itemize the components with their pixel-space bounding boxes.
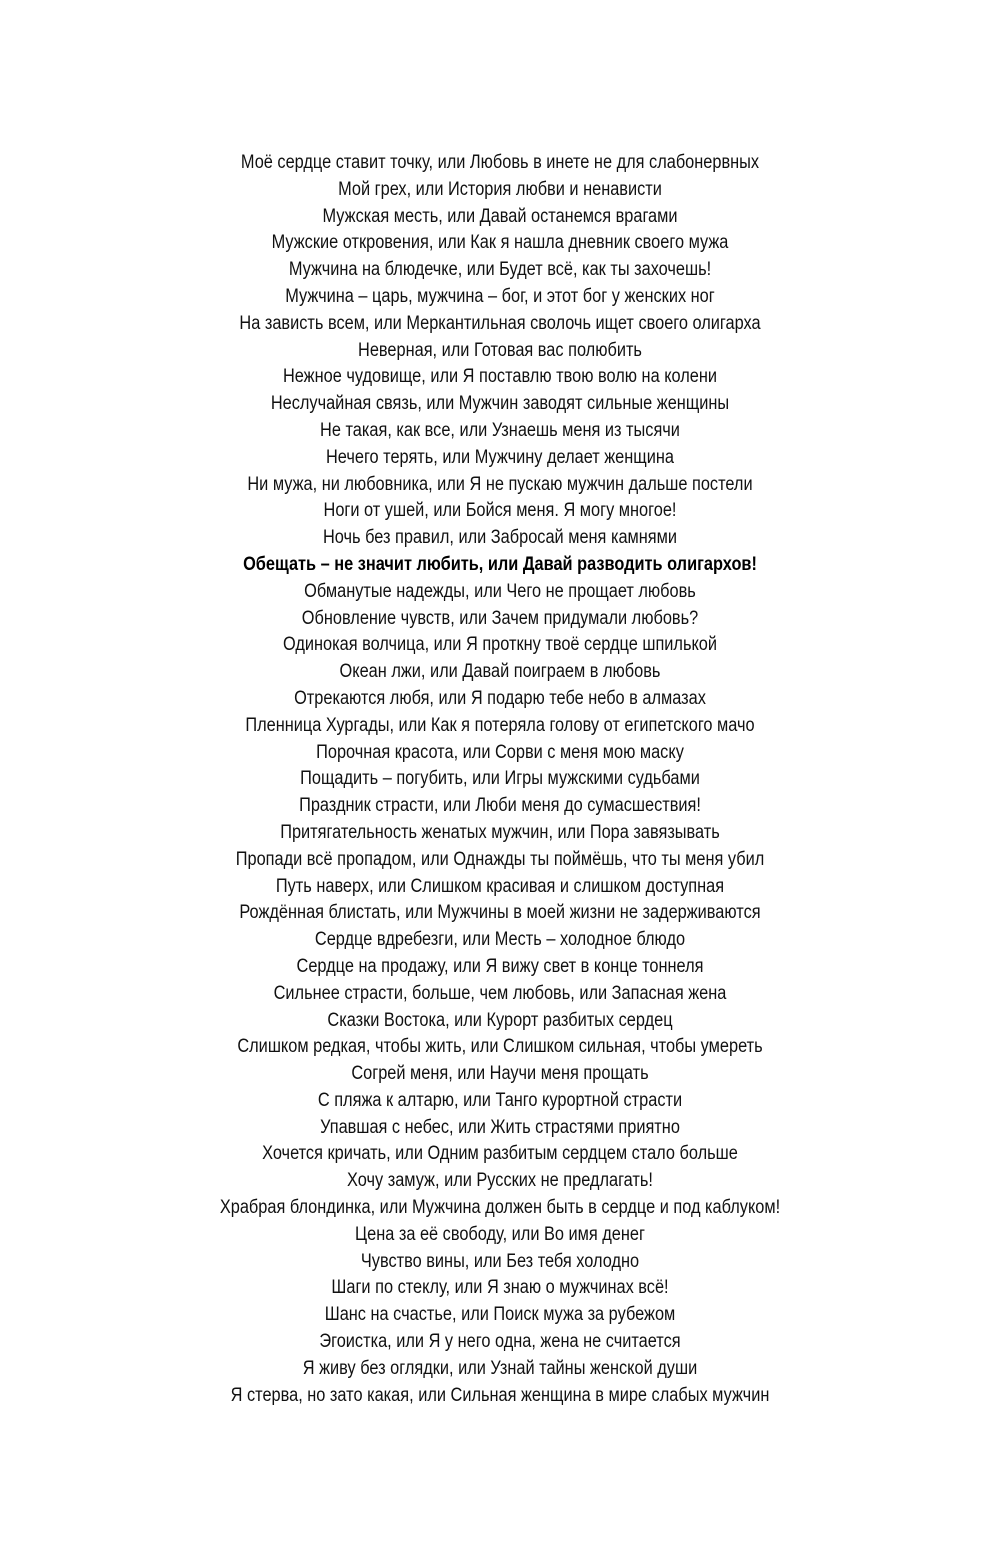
book-title: Мужчина – царь, мужчина – бог, и этот бог у женских ног (285, 285, 715, 307)
book-title: Ноги от ушей, или Бойся меня. Я могу многое! (323, 500, 677, 522)
book-title: Я живу без оглядки, или Узнай тайны женской души (302, 1357, 698, 1379)
page (0, 150, 1000, 1409)
book-title: Мой грех, или История любви и ненависти (338, 178, 662, 200)
book-title: Сильнее страсти, больше, чем любовь, или Запасная жена (273, 982, 727, 1004)
book-title: Моё сердце ставит точку, или Любовь в инете не для слабонервных (240, 152, 760, 173)
book-title: Неслучайная связь, или Мужчин заводят сильные женщины (270, 393, 730, 415)
book-title: Пленница Хургады, или Как я потеряла голову от египетского мачо (245, 714, 755, 736)
book-title: Обновление чувств, или Зачем придумали любовь? (301, 607, 699, 629)
book-title: Ни мужа, ни любовника, или Я не пускаю мужчин дальше постели (247, 473, 753, 495)
book-title: Неверная, или Готовая вас полюбить (358, 339, 642, 361)
book-title: Эгоистка, или Я у него одна, жена не считается (319, 1331, 681, 1353)
book-title: Не такая, как все, или Узнаешь меня из тысячи (320, 419, 680, 441)
book-title-list (0, 150, 1000, 1409)
book-title: Мужчина на блюдечке, или Будет всё, как ты захочешь! (288, 259, 712, 281)
book-title: Пропади всё пропадом, или Однажды ты поймёшь, что ты меня убил (235, 848, 765, 870)
book-title: Мужские откровения, или Как я нашла дневник своего мужа (271, 232, 729, 254)
book-title: Одинокая волчица, или Я проткну твоё сердце шпилькой (282, 634, 718, 656)
book-title: Слишком редкая, чтобы жить, или Слишком сильная, чтобы умереть (237, 1036, 763, 1058)
book-title: Праздник страсти, или Люби меня до сумасшествия! (299, 795, 701, 817)
book-title: С пляжа к алтарю, или Танго курортной страсти (317, 1089, 683, 1111)
book-title: Сказки Востока, или Курорт разбитых сердец (327, 1009, 673, 1031)
book-title: Пощадить – погубить, или Игры мужскими судьбами (300, 768, 700, 790)
book-title: Нежное чудовище, или Я поставлю твою волю на колени (282, 366, 718, 388)
book-title: Нечего терять, или Мужчину делает женщина (325, 446, 674, 468)
book-title: Обманутые надежды, или Чего не прощает любовь (304, 580, 696, 602)
book-title: Хочу замуж, или Русских не предлагать! (347, 1170, 653, 1192)
book-title: Отрекаются любя, или Я подарю тебе небо в алмазах (294, 687, 706, 709)
book-title: Чувство вины, или Без тебя холодно (360, 1250, 640, 1272)
book-title: Притягательность женатых мужчин, или Пора завязывать (280, 821, 720, 843)
book-title: Храбрая блондинка, или Мужчина должен быть в сердце и под каблуком! (219, 1197, 781, 1219)
book-title: Рождённая блистать, или Мужчины в моей жизни не задерживаются (239, 902, 761, 924)
book-title: Сердце на продажу, или Я вижу свет в конце тоннеля (296, 955, 704, 977)
book-title: Порочная красота, или Сорви с меня мою маску (316, 741, 684, 763)
book-title: Мужская месть, или Давай останемся врагами (322, 205, 678, 227)
book-title: Упавшая с небес, или Жить страстями приятно (320, 1116, 680, 1138)
book-title: Сердце вдребезги, или Месть – холодное блюдо (314, 929, 686, 951)
book-title: Шанс на счастье, или Поиск мужа за рубежом (324, 1304, 676, 1326)
book-title: Океан лжи, или Давай поиграем в любовь (339, 661, 661, 683)
book-title: На зависть всем, или Меркантильная сволочь ищет своего олигарха (239, 312, 761, 334)
book-title: Я стерва, но зато какая, или Сильная женщина в мире слабых мужчин (230, 1384, 770, 1406)
book-title: Согрей меня, или Научи меня прощать (351, 1063, 649, 1085)
book-title-highlighted: Обещать – не значит любить, или Давай разводить олигархов! (243, 553, 757, 575)
book-title: Путь наверх, или Слишком красивая и слишком доступная (275, 875, 725, 897)
book-title: Ночь без правил, или Забросай меня камнями (322, 527, 678, 549)
book-title: Цена за её свободу, или Во имя денег (355, 1223, 645, 1245)
book-title: Шаги по стеклу, или Я знаю о мужчинах всё! (331, 1277, 669, 1299)
book-title: Хочется кричать, или Одним разбитым сердцем стало больше (262, 1143, 738, 1165)
